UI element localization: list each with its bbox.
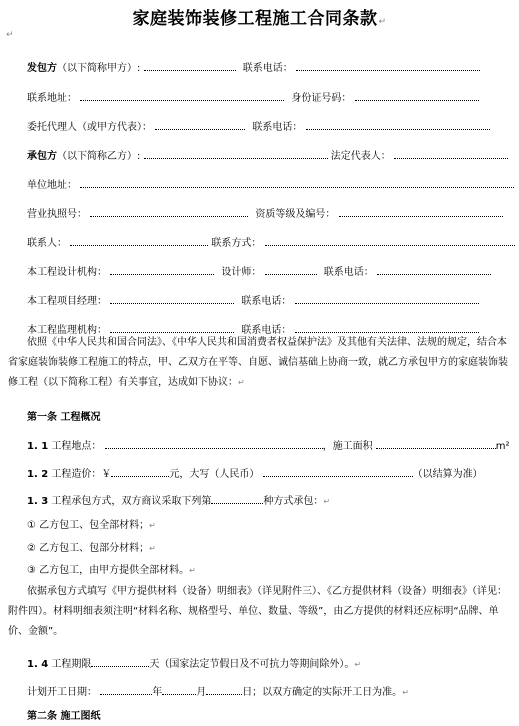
party-a-id-blank[interactable] bbox=[355, 90, 479, 101]
intro-paragraph bbox=[8, 333, 514, 393]
party-b-qualification-blank[interactable] bbox=[339, 206, 503, 217]
option-1 bbox=[27, 519, 156, 533]
party-b-unit-address-blank[interactable] bbox=[80, 177, 514, 188]
day-label: 日；以双方确定的实际开工日为准。 bbox=[242, 687, 403, 698]
party-b-legal-rep-blank[interactable] bbox=[394, 148, 508, 159]
option-2 bbox=[27, 542, 156, 556]
planned-start-label: 计划开工日期： bbox=[27, 687, 97, 698]
party-b-legal-rep-label: 法定代表人： bbox=[330, 151, 391, 162]
year-label: 年 bbox=[152, 687, 163, 698]
item-1-3-row bbox=[27, 493, 330, 509]
item-1-3-suffix: 种方式承包： bbox=[263, 496, 324, 507]
paragraph-mark-icon: ↵ bbox=[6, 30, 14, 40]
party-a-address-row bbox=[27, 90, 479, 106]
project-cost-uppercase-blank[interactable] bbox=[263, 466, 413, 477]
party-a-phone-label: 联系电话： bbox=[242, 63, 293, 74]
party-a-agent-row bbox=[27, 119, 490, 135]
document-title bbox=[0, 4, 519, 29]
paragraph-mark-icon: ↵ bbox=[378, 17, 387, 27]
manager-blank[interactable] bbox=[110, 293, 234, 304]
title-text: 家庭装饰装修工程施工合同条款 bbox=[132, 9, 378, 29]
planned-start-year-blank[interactable] bbox=[100, 684, 152, 695]
item-1-4-suffix: 天（国家法定节假日及不可抗力等期间除外）。 bbox=[149, 659, 355, 670]
project-cost-blank[interactable] bbox=[111, 466, 169, 477]
party-a-note: （以下简称甲方）: bbox=[57, 63, 141, 74]
materials-note-text: 依据承包方式填写《甲方提供材料（设备）明细表》（详见附件三）、《乙方提供材料（设备）明细表》（详见：附件四）。材料明细表须注明“材料名称、规格型号、单位、数量、等级”，由乙方提供的材料还应标明“品牌、单价、金额”。 bbox=[8, 586, 507, 637]
party-b-license-blank[interactable] bbox=[90, 206, 248, 217]
supervisor-phone-label: 联系电话： bbox=[241, 325, 292, 336]
design-org-blank[interactable] bbox=[110, 264, 214, 275]
option-2-text: ② 乙方包工、包部分材料； bbox=[27, 543, 150, 554]
designer-blank[interactable] bbox=[265, 264, 317, 275]
option-3 bbox=[27, 564, 196, 578]
party-a-id-label: 身份证号码： bbox=[291, 93, 352, 104]
item-1-2-number: 1. 2 bbox=[27, 469, 49, 480]
contract-method-blank[interactable] bbox=[211, 493, 263, 504]
design-org-label: 本工程设计机构： bbox=[27, 267, 107, 278]
party-b-unit-address-label: 单位地址： bbox=[27, 180, 77, 191]
item-1-2-note: （以结算为准） bbox=[412, 469, 483, 480]
party-a-label: 发包方 bbox=[27, 63, 57, 74]
party-b-qualification-label: 资质等级及编号： bbox=[255, 209, 336, 220]
paragraph-mark-icon: ↵ bbox=[323, 497, 331, 506]
item-1-1-label: 工程地点： bbox=[51, 441, 102, 452]
item-1-3-label: 工程承包方式，双方商议采取下列第 bbox=[51, 496, 212, 507]
article1-title: 第一条 工程概况 bbox=[27, 412, 101, 423]
item-1-4-label: 工程期限 bbox=[51, 659, 92, 670]
design-phone-label: 联系电话： bbox=[323, 267, 374, 278]
option-1-text: ① 乙方包工、包全部材料； bbox=[27, 520, 150, 531]
project-location-blank[interactable] bbox=[105, 438, 323, 449]
item-1-2-label: 工程造价：￥ bbox=[51, 469, 112, 480]
item-1-2-row bbox=[27, 466, 483, 482]
supervisor-blank[interactable] bbox=[110, 322, 234, 333]
area-unit: m² bbox=[495, 441, 510, 452]
materials-note-paragraph bbox=[8, 582, 514, 642]
manager-label: 本工程项目经理： bbox=[27, 296, 107, 307]
planned-start-row bbox=[27, 684, 409, 700]
design-phone-blank[interactable] bbox=[377, 264, 491, 275]
item-1-2-uppercase-label: 元，大写（人民币） bbox=[169, 469, 260, 480]
party-a-row bbox=[27, 60, 480, 76]
party-b-contact-label: 联系人： bbox=[27, 238, 67, 249]
design-org-row bbox=[27, 264, 491, 280]
party-b-contact-blank[interactable] bbox=[70, 235, 208, 246]
party-b-contact-method-blank[interactable] bbox=[265, 235, 515, 246]
party-a-agent-blank[interactable] bbox=[155, 119, 245, 130]
project-duration-blank[interactable] bbox=[91, 656, 149, 667]
party-b-note: （以下简称乙方）: bbox=[57, 151, 141, 162]
party-b-name-blank[interactable] bbox=[144, 148, 328, 159]
paragraph-mark-icon: ↵ bbox=[354, 660, 362, 669]
item-1-1-row bbox=[27, 438, 510, 454]
paragraph-mark-icon: ↵ bbox=[189, 566, 196, 575]
party-a-phone-blank[interactable] bbox=[296, 60, 480, 71]
party-a-name-blank[interactable] bbox=[144, 60, 236, 71]
item-1-1-area-label: ，施工面积 bbox=[322, 441, 373, 452]
intro-text: 依照《中华人民共和国合同法》、《中华人民共和国消费者权益保护法》及其他有关法律、法规的规定，结合本省家庭装饰装修工程施工的特点，甲、乙双方在平等、自愿、诚信基础上协商一致，就乙方承包甲方的家庭装饰装修工程（以下简称工程）有关事宜，达成如下协议： bbox=[8, 337, 508, 388]
party-b-label: 承包方 bbox=[27, 151, 57, 162]
article1-heading bbox=[27, 411, 100, 425]
item-1-4-number: 1. 4 bbox=[27, 659, 49, 670]
paragraph-mark-icon: ↵ bbox=[149, 544, 156, 553]
construction-area-blank[interactable] bbox=[376, 438, 496, 449]
party-a-agent-phone-blank[interactable] bbox=[306, 119, 490, 130]
party-a-address-label: 联系地址： bbox=[27, 93, 77, 104]
party-b-license-row bbox=[27, 206, 503, 222]
party-b-row bbox=[27, 148, 508, 164]
planned-start-month-blank[interactable] bbox=[162, 684, 196, 695]
manager-phone-blank[interactable] bbox=[295, 293, 479, 304]
item-1-1-number: 1. 1 bbox=[27, 441, 49, 452]
paragraph-mark-icon: ↵ bbox=[149, 521, 156, 530]
planned-start-day-blank[interactable] bbox=[206, 684, 242, 695]
paragraph-mark-icon: ↵ bbox=[402, 688, 409, 697]
article2-title: 第二条 施工图纸 bbox=[27, 711, 101, 722]
party-b-unit-address-row bbox=[27, 177, 514, 193]
party-a-agent-phone-label: 联系电话： bbox=[252, 122, 303, 133]
paragraph-mark-icon: ↵ bbox=[238, 378, 245, 387]
party-b-contact-method-label: 联系方式： bbox=[211, 238, 262, 249]
item-1-3-number: 1. 3 bbox=[27, 496, 49, 507]
article2-heading bbox=[27, 710, 100, 724]
party-a-agent-label: 委托代理人（或甲方代表）： bbox=[27, 122, 152, 133]
item-1-4-row bbox=[27, 656, 361, 672]
month-label: 月 bbox=[196, 687, 207, 698]
manager-phone-label: 联系电话： bbox=[241, 296, 292, 307]
party-b-license-label: 营业执照号： bbox=[27, 209, 87, 220]
designer-label: 设计师： bbox=[221, 267, 262, 278]
manager-row bbox=[27, 293, 479, 309]
party-b-contact-row bbox=[27, 235, 515, 251]
supervisor-phone-blank[interactable] bbox=[295, 322, 479, 333]
party-a-address-blank[interactable] bbox=[80, 90, 284, 101]
supervisor-label: 本工程监理机构： bbox=[27, 325, 107, 336]
option-3-text: ③ 乙方包工，由甲方提供全部材料。 bbox=[27, 565, 190, 576]
